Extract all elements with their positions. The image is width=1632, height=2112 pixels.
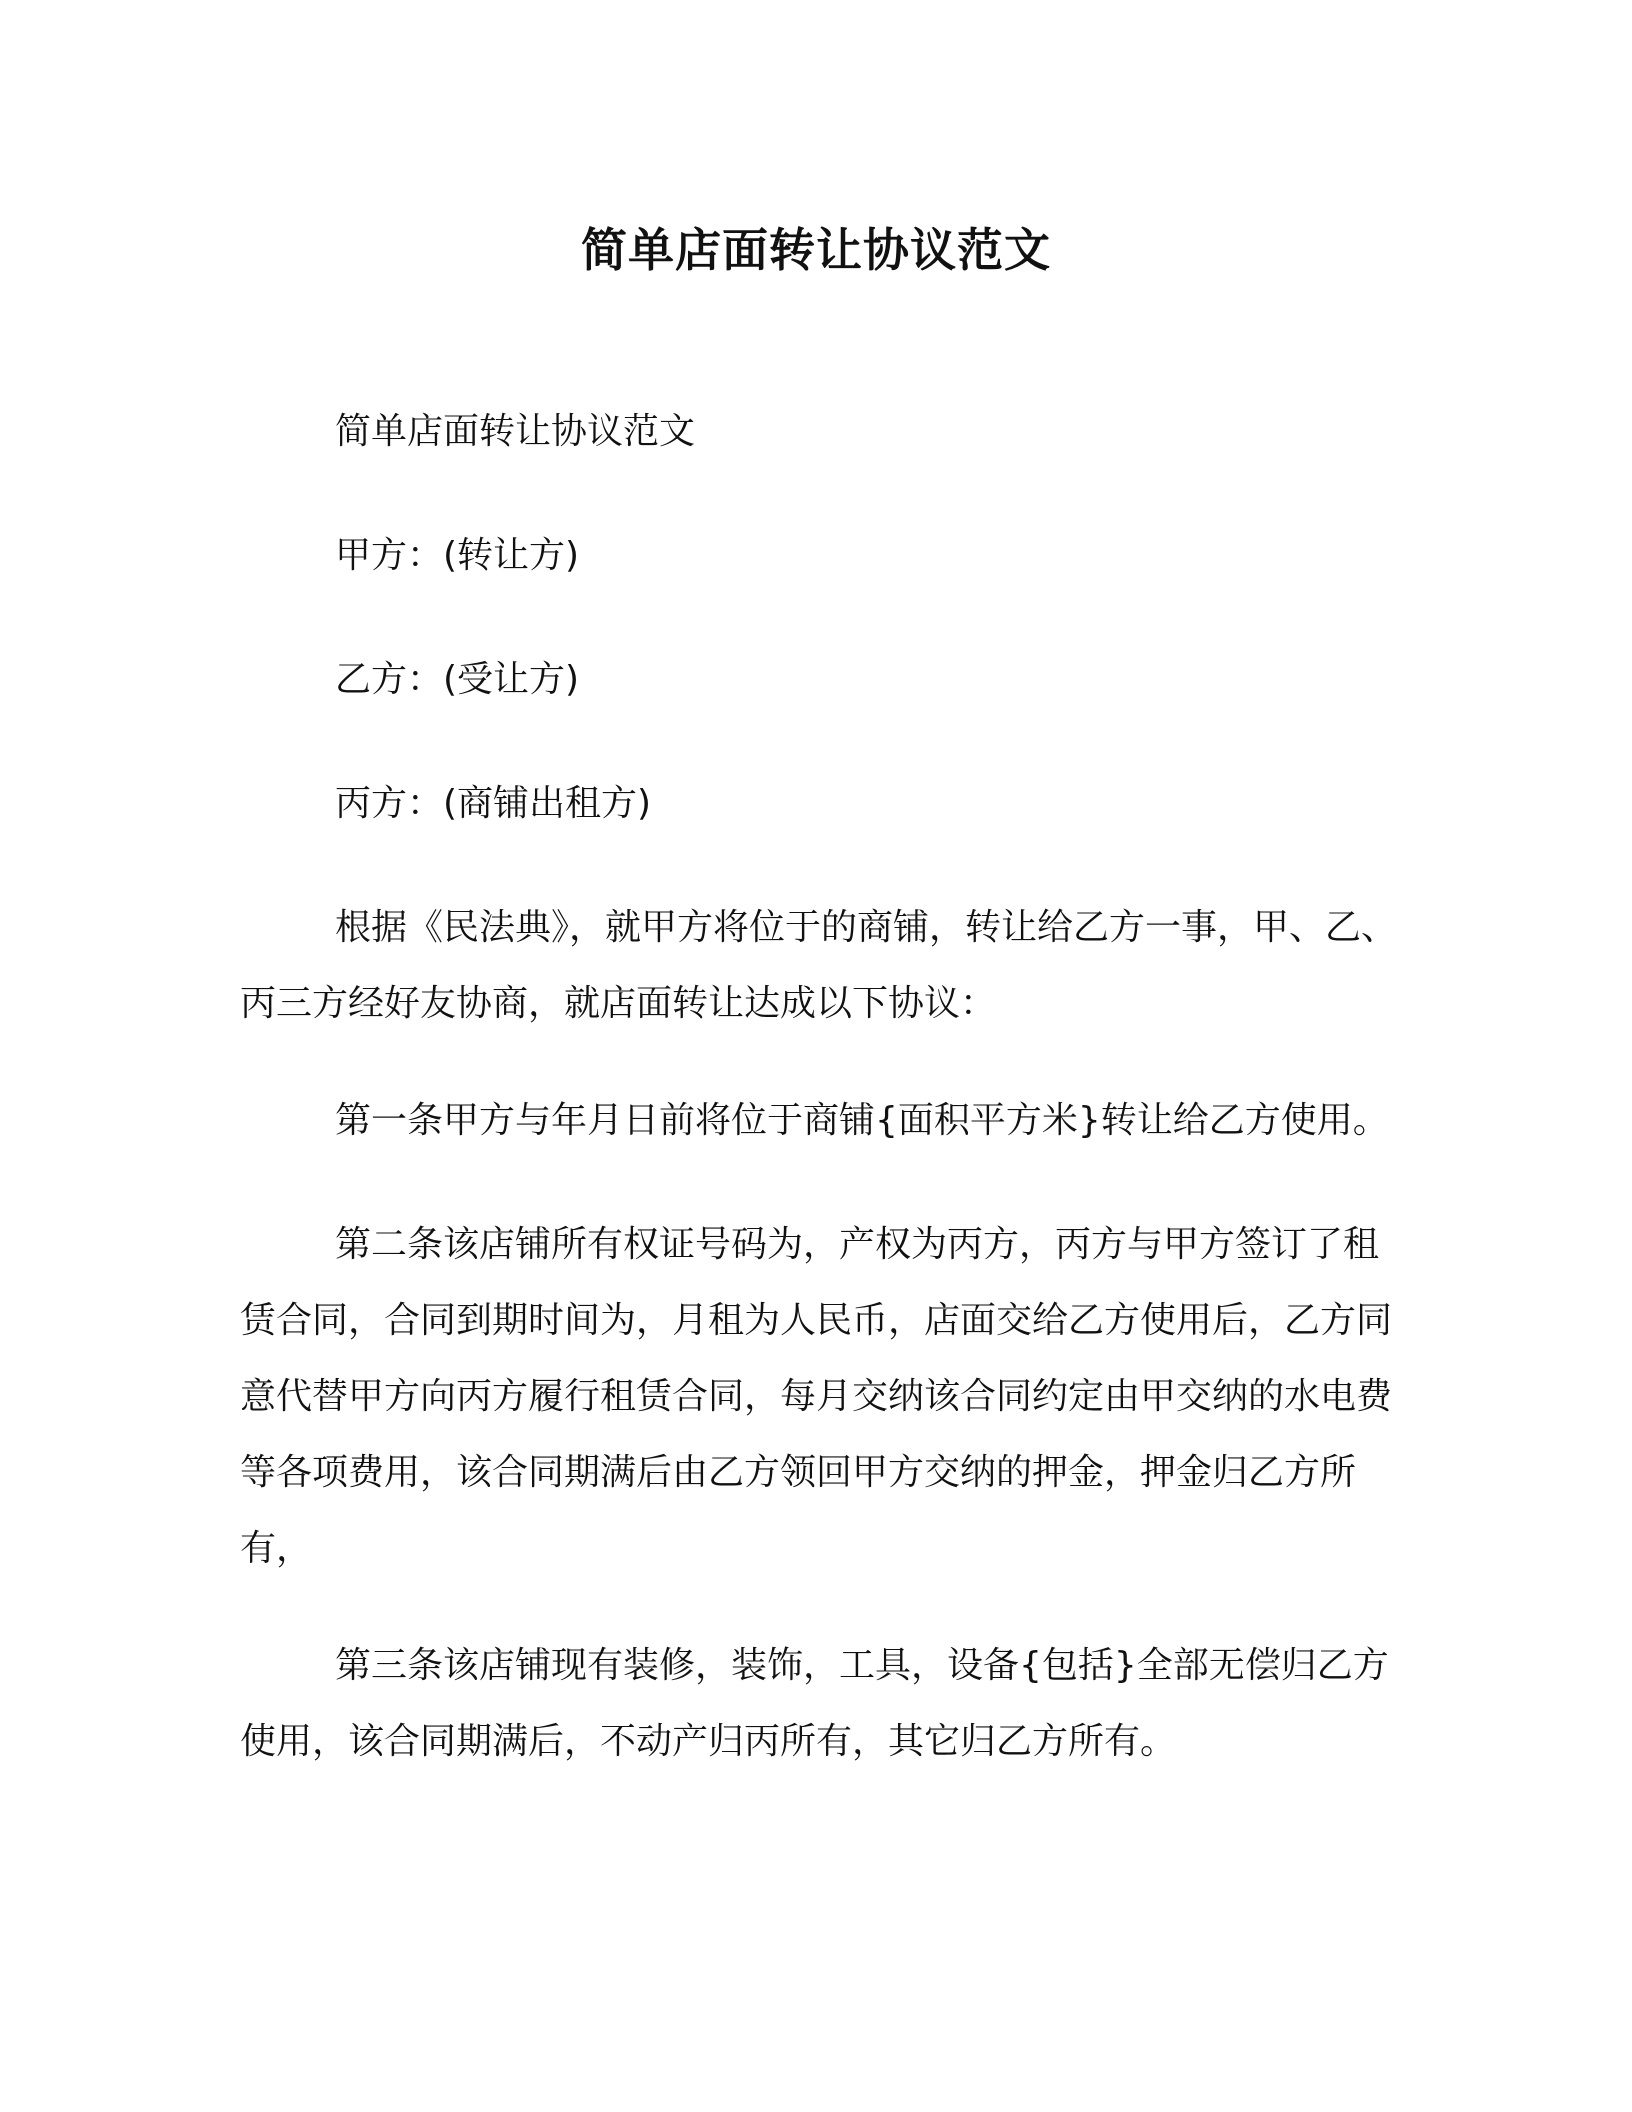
paragraph-party-c: 丙方：(商铺出租方): [335, 783, 652, 824]
paragraph-party-a: 甲方：(转让方): [335, 535, 580, 576]
paragraph-article-2: 第二条该店铺所有权证号码为，产权为丙方，丙方与甲方签订了租赁合同，合同到期时间为，月租为人民币，店面交给乙方使用后，乙方同意代替甲方向丙方履行租赁合同，每月交纳该合同约定由甲交纳的水电费等各项费用，该合同期满后由乙方领回甲方交纳的押金，押金归乙方所有，: [240, 1224, 1393, 1569]
paragraph-article-3: 第三条该店铺现有装修，装饰，工具，设备{包括}全部无偿归乙方使用，该合同期满后，不动产归丙所有，其它归乙方所有。: [240, 1645, 1389, 1762]
paragraph-preamble: 根据《民法典》，就甲方将位于的商铺，转让给乙方一事，甲、乙、丙三方经好友协商，就店面转让达成以下协议：: [240, 907, 1398, 1024]
paragraph-party-b: 乙方：(受让方): [335, 659, 580, 700]
paragraph-heading: 简单店面转让协议范文: [335, 411, 696, 452]
document-body: [240, 394, 1410, 1821]
document-title: 简单店面转让协议范文: [581, 223, 1051, 277]
paragraph-article-1: 第一条甲方与年月日前将位于商铺{面积平方米}转让给乙方使用。: [335, 1100, 1389, 1141]
